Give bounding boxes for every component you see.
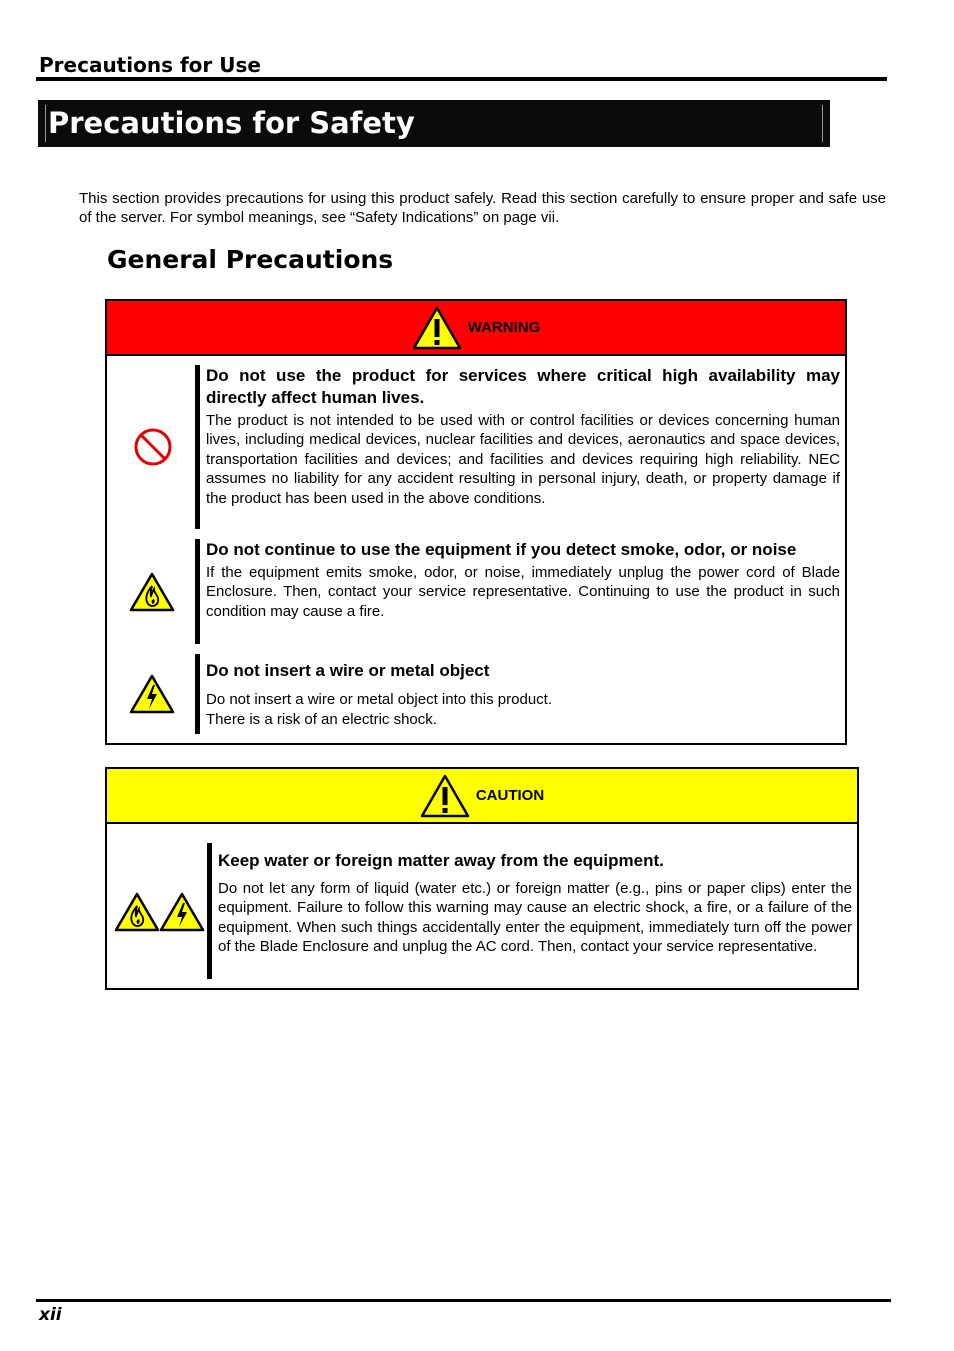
fire-warning-icon (114, 892, 160, 932)
intro-paragraph: This section provides precautions for using this product safely. Read this section carefully to ensure proper and safe use of the server. For symbol meanings, see “Safety Indications” on page vii. (79, 190, 886, 226)
item-body-line-1: Do not insert a wire or metal object into this product. (206, 691, 552, 708)
electric-shock-icon (129, 674, 175, 714)
caution-label: CAUTION (475, 787, 545, 804)
item-title: Do not insert a wire or metal object (206, 661, 490, 680)
header-rule (36, 77, 887, 81)
electric-shock-icon (159, 892, 205, 932)
footer-rule (36, 1299, 891, 1302)
title-bar-right-line (822, 105, 823, 142)
running-head: Precautions for Use (39, 53, 261, 77)
item-title: Do not use the product for services where critical high availability may directly affect human lives. (206, 366, 840, 407)
item-bar (195, 654, 200, 734)
warning-label: WARNING (467, 319, 541, 336)
prohibited-icon (133, 427, 173, 467)
caution-header (107, 769, 857, 824)
warning-box (105, 299, 847, 745)
title-bar-left-line (45, 105, 46, 142)
section-heading: General Precautions (107, 245, 394, 274)
item-title: Keep water or foreign matter away from the equipment. (218, 851, 664, 870)
item-bar (195, 365, 200, 529)
item-title: Do not continue to use the equipment if you detect smoke, odor, or noise (206, 540, 797, 559)
page-number: xii (39, 1305, 62, 1325)
item-body: If the equipment emits smoke, odor, or noise, immediately unplug the power cord of Blade Enclosure. Then, contact your service representative. Continuing to use the product in such condition may cause a fire. (206, 564, 840, 620)
item-body: Do not let any form of liquid (water etc.) or foreign matter (e.g., pins or paper clips) enter the equipment. Failure to follow this warning may cause an electric shock, a fire, or a failure of the equipment. When such things accidentally enter the equipment, immediately turn off the power of the Blade Enclosure and unplug the AC cord. Then, contact your service representative. (218, 880, 852, 956)
warning-item-1 (195, 365, 840, 529)
caution-box (105, 767, 859, 990)
title-bar (38, 100, 830, 147)
caution-item-1 (207, 843, 852, 979)
warning-item-3 (195, 654, 840, 734)
fire-warning-icon (129, 572, 175, 612)
item-text (206, 365, 840, 508)
item-text (218, 843, 852, 957)
item-text (206, 654, 840, 730)
warning-item-2 (195, 539, 840, 644)
item-bar (207, 843, 212, 979)
warning-triangle-icon (412, 306, 462, 350)
item-body-line-2: There is a risk of an electric shock. (206, 711, 437, 729)
warning-header (107, 301, 845, 356)
page-title: Precautions for Safety (48, 106, 415, 140)
item-text (206, 539, 840, 621)
item-bar (195, 539, 200, 644)
item-body: The product is not intended to be used with or control facilities or devices concerning human lives, including medical devices, nuclear facilities and devices, aeronautics and space devices, transportation facilities and devices; and facilities and devices requiring high reliability. NEC assumes no liability for any accident resulting in personal injury, death, or property damage if the product has been used in the above conditions. (206, 412, 840, 507)
caution-triangle-icon (420, 774, 470, 818)
